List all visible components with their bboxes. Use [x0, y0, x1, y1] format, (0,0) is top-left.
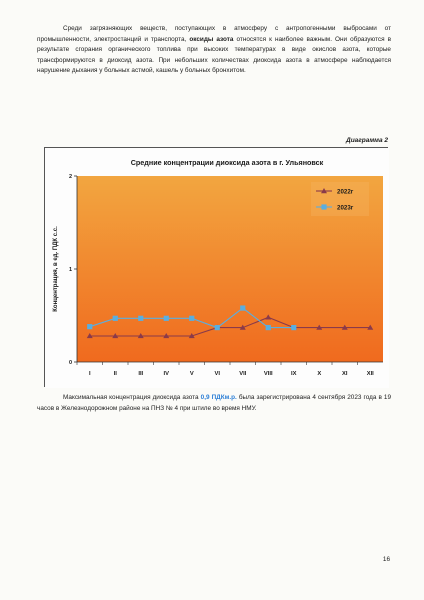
x-tick-label: V: [189, 371, 194, 377]
page-number: 16: [382, 556, 390, 563]
chart-legend: [311, 182, 369, 216]
max-text-start: Максимальная концентрация диоксида азота: [63, 394, 199, 401]
legend-label: 2022г: [337, 188, 354, 196]
data-point-2023г: [87, 324, 92, 329]
chart-frame: [44, 147, 388, 387]
intro-bold-term: оксиды азота: [189, 35, 234, 43]
data-point-2023г: [215, 325, 220, 330]
data-point-2023г: [266, 325, 271, 330]
y-tick-label: 1: [68, 267, 72, 273]
line-chart: [45, 148, 389, 388]
y-tick-label: 2: [68, 174, 72, 180]
x-tick-label: XI: [342, 371, 348, 377]
data-point-2023г: [113, 316, 118, 321]
max-text-end: была зарегистрирована 4 сентября 2023 года в 19 часов в Железнодорожном районе на ПНЗ № 4 при штиле во время НМУ.: [37, 394, 392, 412]
data-point-2023г: [291, 325, 296, 330]
legend-marker: [321, 204, 326, 209]
data-point-2023г: [164, 316, 169, 321]
x-tick-label: III: [138, 371, 144, 377]
legend-label: 2023г: [337, 204, 354, 212]
data-point-2023г: [189, 316, 194, 321]
intro-paragraph: [37, 24, 391, 77]
chart-title: Средние концентрации диоксида азота в г. Ульяновск: [130, 158, 324, 167]
y-tick-label: 0: [68, 360, 72, 366]
x-tick-label: IX: [291, 371, 297, 377]
data-point-2023г: [138, 316, 143, 321]
x-tick-label: VII: [239, 371, 247, 377]
data-point-2023г: [240, 305, 245, 310]
y-axis-label: Концентрация, в ед. ПДК с.с.: [53, 226, 59, 312]
x-tick-label: I: [88, 371, 91, 377]
x-tick-label: XII: [366, 371, 374, 377]
diagram-caption: Диаграмма 2: [346, 137, 388, 144]
x-tick-label: X: [317, 371, 322, 377]
intro-text-end: относятся к наиболее важным. Они образуются в результате сгорания органического топлива при высоких температурах в виде окислов азота, которые трансформируются в диоксид азота. При небольших количествах диоксида азота в атмосфере наблюдается нарушение дыхания у больных астмой, кашель у больных бронхитом.: [37, 35, 391, 75]
intro-text-start: Среди загрязняющих веществ, поступающих в атмосферу с антропогенными выбросами от промышленности, электростанций и транспорта,: [37, 25, 391, 43]
max-concentration-paragraph: [37, 393, 391, 414]
x-tick-label: II: [113, 371, 117, 377]
x-tick-label: IV: [163, 371, 169, 377]
x-tick-label: VIII: [263, 371, 273, 377]
max-value-highlight: 0,9 ПДКм.р.: [200, 394, 237, 401]
x-tick-label: VI: [214, 371, 220, 377]
